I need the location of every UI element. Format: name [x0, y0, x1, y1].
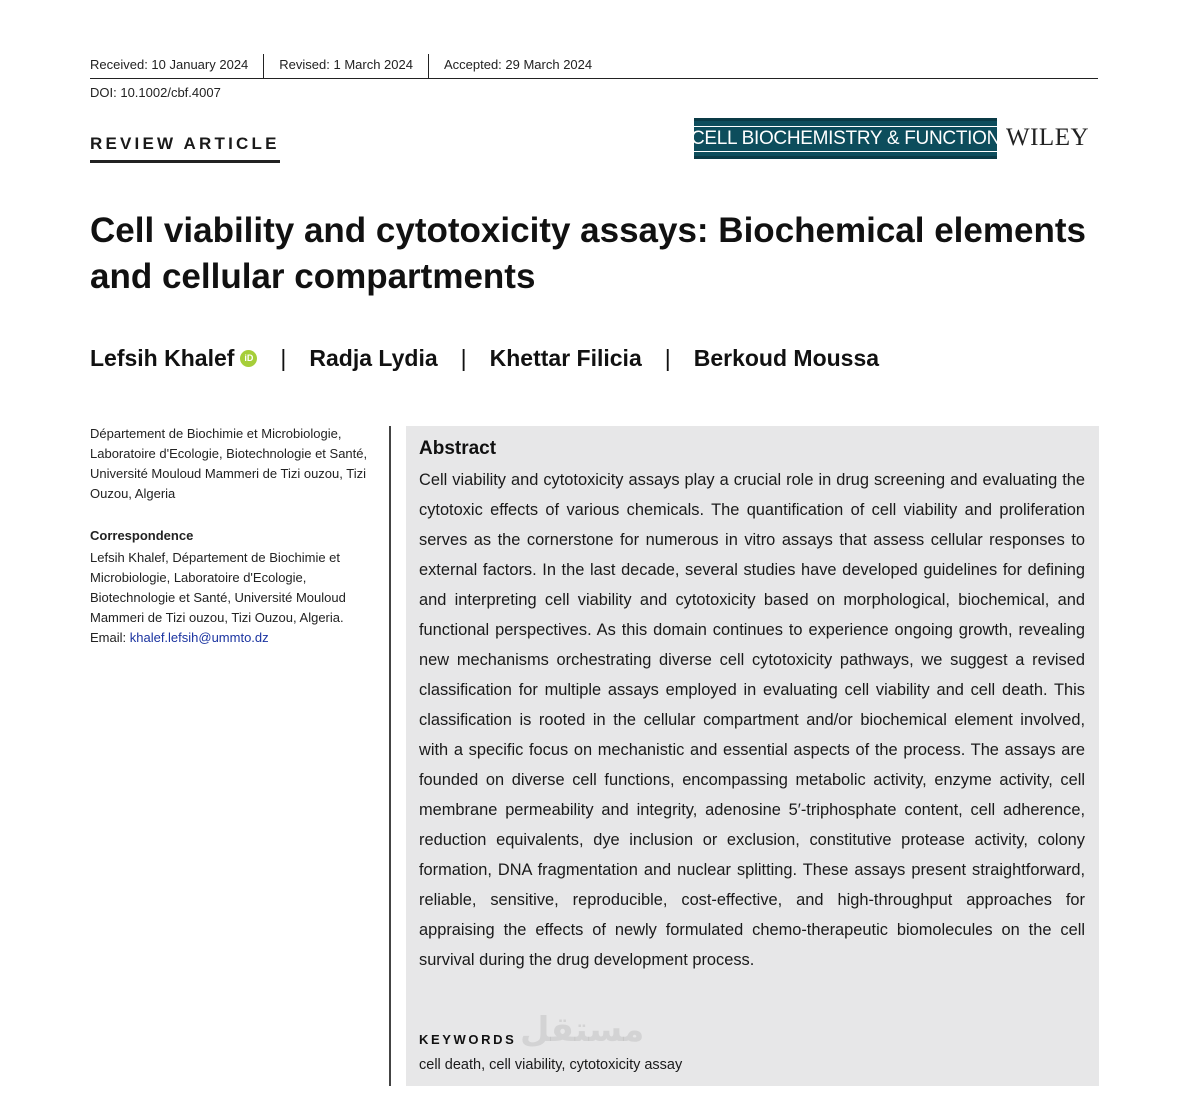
doi: DOI: 10.1002/cbf.4007	[90, 85, 221, 100]
article-type: REVIEW ARTICLE	[90, 134, 280, 163]
correspondence-address: Lefsih Khalef, Département de Biochimie et Microbiologie, Laboratoire d'Ecologie, Biotechnologie et Santé, Université Mouloud Mammeri de Tizi ouzou, Tizi Ouzou, Algeria.	[90, 550, 346, 625]
keywords-text: cell death, cell viability, cytotoxicity assay	[419, 1057, 683, 1073]
orcid-icon[interactable]: iD	[240, 350, 257, 367]
author-separator: |	[460, 345, 467, 371]
author-separator: |	[664, 345, 671, 371]
author-list	[90, 345, 879, 372]
abstract-heading: Abstract	[419, 438, 497, 459]
correspondence-heading: Correspondence	[90, 528, 194, 543]
revised-date: Revised: 1 March 2024	[264, 54, 429, 78]
author-separator: |	[280, 345, 287, 371]
publication-dates-row	[90, 54, 1098, 79]
journal-logo	[690, 118, 1001, 159]
author-name[interactable]: Radja Lydia	[309, 345, 438, 371]
email-label: Email:	[90, 630, 130, 645]
email-link[interactable]: khalef.lefsih@ummto.dz	[129, 630, 269, 645]
publisher-logo: WILEY	[1006, 124, 1090, 151]
journal-name: CELL BIOCHEMISTRY & FUNCTION	[691, 126, 1000, 152]
affiliation: Département de Biochimie et Microbiologie, Laboratoire d'Ecologie, Biotechnologie et Santé, Université Mouloud Mammeri de Tizi ouzou, Tizi Ouzou, Algeria	[90, 426, 368, 501]
author-name[interactable]: Khettar Filicia	[489, 345, 642, 371]
accepted-date: Accepted: 29 March 2024	[443, 57, 593, 72]
received-date: Received: 10 January 2024	[90, 54, 264, 78]
article-title: Cell viability and cytotoxicity assays: Biochemical elements and cellular compartments	[90, 211, 1086, 296]
column-divider	[389, 426, 391, 1086]
keywords-heading: KEYWORDS	[419, 1032, 517, 1047]
author-name[interactable]: Lefsih Khalef	[90, 345, 235, 371]
abstract-text: Cell viability and cytotoxicity assays play a crucial role in drug screening and evaluating the cytotoxic effects of various chemicals. The quantification of cell viability and proliferation serves as the cornerstone for numerous in vitro assays that assess cellular responses to external factors. In the last decade, several studies have developed guidelines for defining and interpreting cell viability and cytotoxicity based on morphological, biochemical, and functional perspectives. As this domain continues to experience ongoing growth, revealing new mechanisms orchestrating diverse cell cytotoxicity pathways, we suggest a revised classification for multiple assays employed in evaluating cell viability and cell death. This classification is rooted in the cellular compartment and/or biochemical element involved, with a specific focus on mechanistic and essential aspects of the process. The assays are founded on diverse cell functions, encompassing metabolic activity, enzyme activity, cell membrane permeability and integrity, adenosine 5′-triphosphate content, cell adherence, reduction equivalents, dye inclusion or exclusion, constitutive protease activity, colony formation, DNA fragmentation and nuclear splitting. These assays present straightforward, reliable, sensitive, reproducible, cost-effective, and high-throughput approaches for appraising the effects of newly formulated chemo-therapeutic biomolecules on the cell survival during the drug development process.	[419, 471, 1085, 969]
author-name[interactable]: Berkoud Moussa	[693, 345, 880, 371]
correspondence-text	[90, 548, 372, 648]
